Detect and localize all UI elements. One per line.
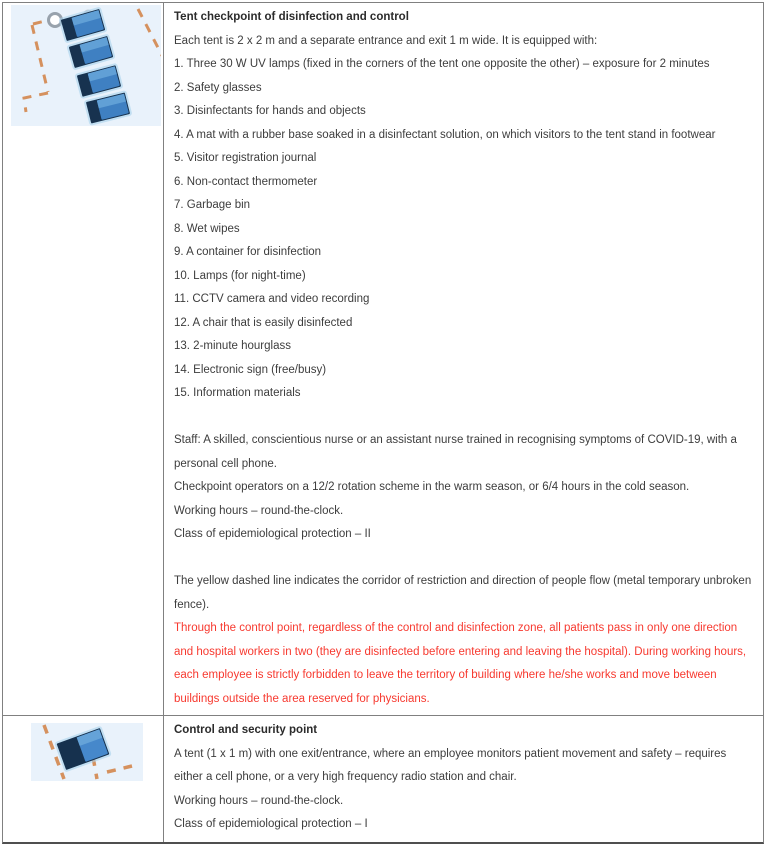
single-tent-diagram (31, 723, 143, 781)
protection-class-line: Class of epidemiological protection – II (174, 528, 371, 540)
four-tents-corridor-diagram (11, 5, 161, 126)
equipment-item: 10. Lamps (for night-time) (174, 269, 306, 282)
working-hours-line: Working hours – round-the-clock. (174, 794, 344, 807)
equipment-item: 3. Disinfectants for hands and objects (174, 105, 366, 117)
equipment-item: 15. Information materials (174, 387, 301, 399)
image-cell-disinfection (3, 3, 164, 715)
text-cell-security (164, 716, 763, 842)
yellow-line-note: The yellow dashed line indicates the corridor of restriction and direction of people flow (metal temporary unbroken fence). (174, 575, 752, 611)
text-cell-disinfection (164, 3, 763, 715)
equipment-item: 9. A container for disinfection (174, 246, 322, 258)
image-cell-security (3, 716, 164, 842)
section-title: Tent checkpoint of disinfection and control (174, 11, 409, 23)
equipment-item: 6. Non-contact thermometer (174, 175, 318, 188)
red-warning-paragraph: Through the control point, regardless of the control and disinfection zone, all patients pass in only one direction and hospital workers in two (they are disinfected before entering and leaving the hospital). During working hours, each employee is strictly forbidden to leave the territory of building where he/she works and move between buildings outside the area reserved for physicians. (174, 622, 747, 705)
equipment-item: 4. A mat with a rubber base soaked in a disinfectant solution, on which visitors to the tent stand in footwear (174, 128, 716, 141)
equipment-item: 14. Electronic sign (free/busy) (174, 363, 327, 376)
equipment-item: 7. Garbage bin (174, 199, 251, 211)
working-hours-line: Working hours – round-the-clock. (174, 504, 344, 517)
equipment-item: 11. CCTV camera and video recording (174, 293, 370, 305)
equipment-item: 2. Safety glasses (174, 81, 262, 94)
description-paragraph: A tent (1 x 1 m) with one exit/entrance, where an employee monitors patient movement and safety – requires either a cell phone, or a very high frequency radio station and chair. (174, 747, 727, 783)
table-row-disinfection-checkpoint (3, 3, 763, 716)
blank-line (174, 406, 753, 430)
equipment-item: 5. Visitor registration journal (174, 152, 317, 164)
blank-line (174, 547, 753, 571)
staff-paragraph: Staff: A skilled, conscientious nurse or an assistant nurse trained in recognising symptoms of COVID-19, with a personal cell phone. (174, 434, 737, 470)
equipment-item: 8. Wet wipes (174, 222, 240, 235)
intro-line: Each tent is 2 x 2 m and a separate entrance and exit 1 m wide. It is equipped with: (174, 34, 598, 47)
checkpoint-description-table (2, 2, 764, 844)
protection-class-line: Class of epidemiological protection – I (174, 818, 368, 830)
equipment-item: 1. Three 30 W UV lamps (fixed in the corners of the tent one opposite the other) – exposure for 2 minutes (174, 58, 710, 70)
equipment-item: 13. 2-minute hourglass (174, 340, 291, 352)
equipment-item: 12. A chair that is easily disinfected (174, 316, 353, 329)
table-row-security-point (3, 716, 763, 842)
rotation-paragraph: Checkpoint operators on a 12/2 rotation scheme in the warm season, or 6/4 hours in the cold season. (174, 481, 690, 493)
section-title: Control and security point (174, 724, 318, 736)
